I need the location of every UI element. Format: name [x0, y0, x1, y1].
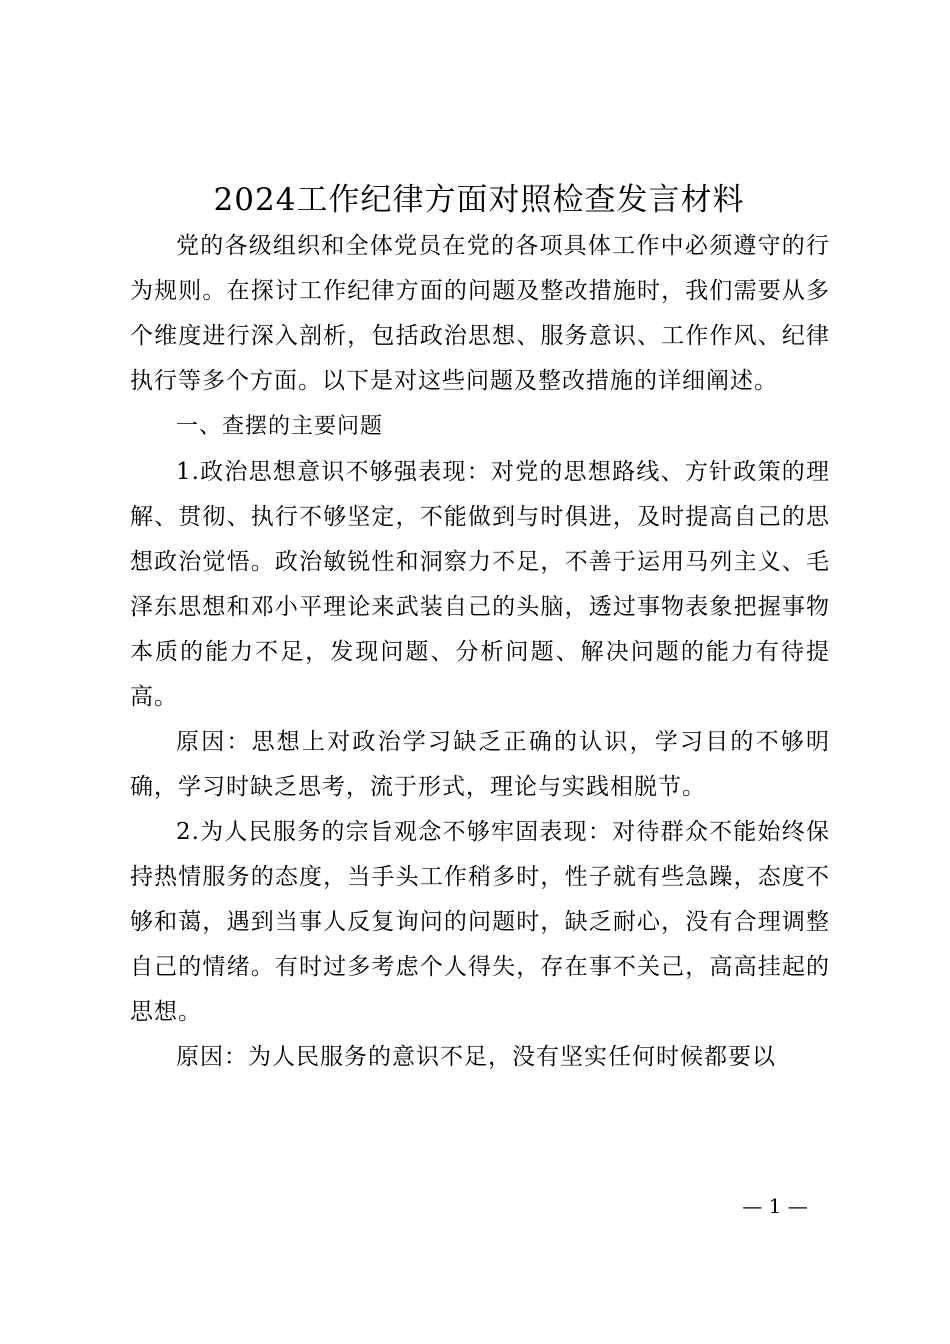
page-number: — 1 —: [742, 1194, 808, 1218]
document-body: [130, 224, 830, 1080]
problem-item-1: 1.政治思想意识不够强表现：对党的思想路线、方针政策的理解、贯彻、执行不够坚定，不能做到与时俱进，及时提高自己的思想政治觉悟。政治敏锐性和洞察力不足，不善于运用马列主义、毛泽东思想和邓小平理论来武装自己的头脑，透过事物表象把握事物本质的能力不足，发现问题、分析问题、解决问题的能力有待提高。: [130, 459, 830, 710]
reason-paragraph-2: 原因：为人民服务的意识不足，没有坚实任何时候都要以: [176, 1044, 776, 1070]
document-title: 2024工作纪律方面对照检查发言材料: [213, 182, 745, 218]
reason-paragraph-1: 原因：思想上对政治学习缺乏正确的认识，学习目的不够明确，学习时缺乏思考，流于形式，理论与实践相脱节。: [130, 729, 830, 800]
problem-item-2: 2.为人民服务的宗旨观念不够牢固表现：对待群众不能始终保持热情服务的态度，当手头工作稍多时，性子就有些急躁，态度不够和蔼，遇到当事人反复询问的问题时，缺乏耐心，没有合理调整自己的情绪。有时过多考虑个人得失，存在事不关己，高高挂起的思想。: [130, 819, 830, 1025]
intro-paragraph: 党的各级组织和全体党员在党的各项具体工作中必须遵守的行为规则。在探讨工作纪律方面的问题及整改措施时，我们需要从多个维度进行深入剖析，包括政治思想、服务意识、工作作风、纪律执行等多个方面。以下是对这些问题及整改措施的详细阐述。: [130, 233, 830, 394]
section-heading: 一、查摆的主要问题: [176, 414, 384, 439]
